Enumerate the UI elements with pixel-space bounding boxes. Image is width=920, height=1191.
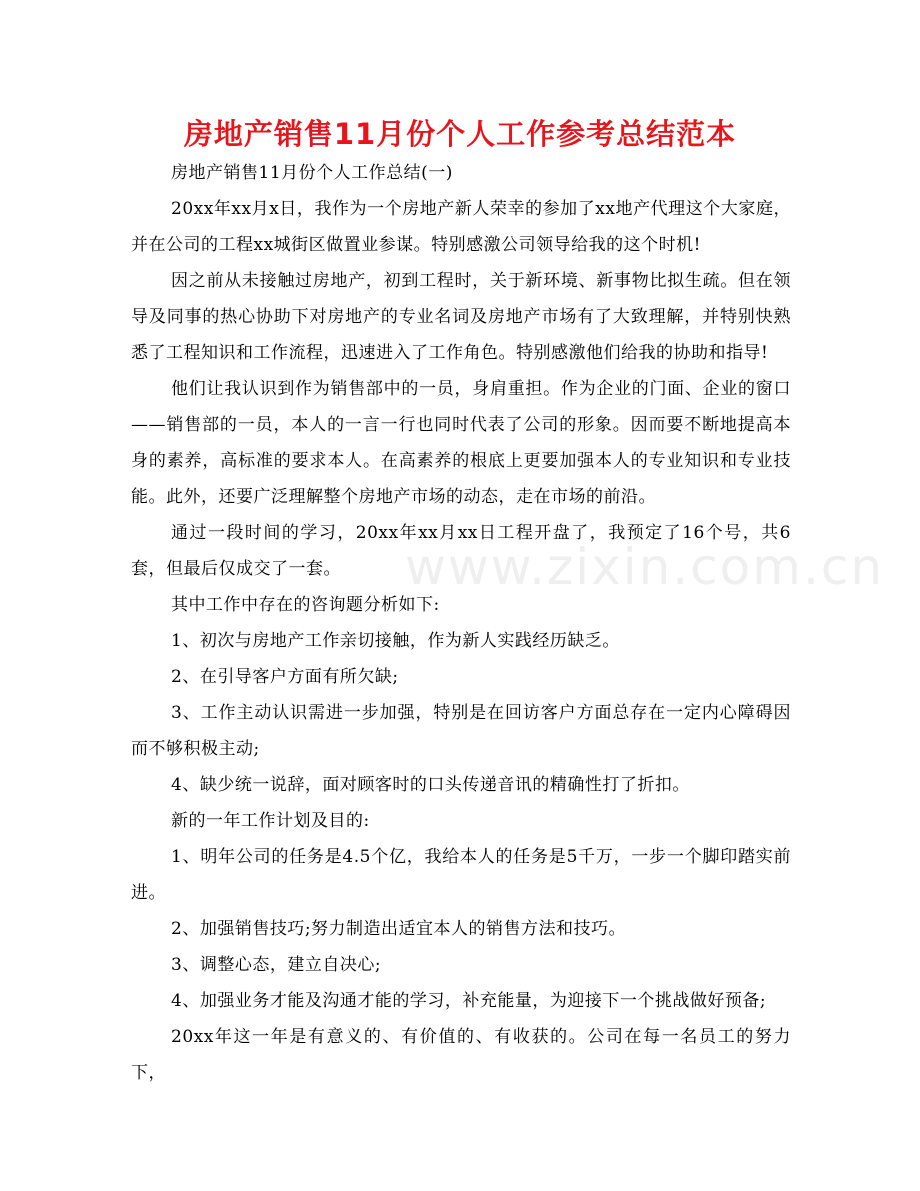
- list-item: 3、调整心态，建立自决心;: [171, 955, 382, 975]
- watermark-text: www.zixin.com.cn: [405, 538, 885, 596]
- paragraph: 新的一年工作计划及目的:: [171, 811, 370, 831]
- paragraph: 通过一段时间的学习，20xx年xx月xx日工程开盘了，我预定了16个号，共6套，但最后仅成交了一套。: [131, 523, 791, 579]
- list-item: 4、缺少统一说辞，面对顾客时的口头传递音讯的精确性打了折扣。: [171, 775, 690, 795]
- document-title: 房地产销售11月份个人工作参考总结范本: [183, 117, 737, 151]
- list-item: 4、加强业务才能及沟通才能的学习，补充能量，为迎接下一个挑战做好预备;: [171, 991, 767, 1011]
- paragraph: 因之前从未接触过房地产，初到工程时，关于新环境、新事物比拟生疏。但在领导及同事的热心协助下对房地产的专业名词及房地产市场有了大致理解，并特别快熟悉了工程知识和工作流程，迅速进入了工作角色。特别感激他们给我的协助和指导!: [131, 271, 791, 363]
- list-item: 3、工作主动认识需进一步加强，特别是在回访客户方面总存在一定内心障碍因而不够积极主动;: [131, 703, 791, 759]
- paragraph: 他们让我认识到作为销售部中的一员，身肩重担。作为企业的门面、企业的窗口——销售部的一员，本人的一言一行也同时代表了公司的形象。因而要不断地提高本身的素养，高标准的要求本人。在高素养的根底上更要加强本人的专业知识和专业技能。此外，还要广泛理解整个房地产市场的动态，走在市场的前沿。: [131, 379, 791, 507]
- paragraph-subtitle: 房地产销售11月份个人工作总结(一): [171, 163, 453, 183]
- paragraph: 20xx年xx月x日，我作为一个房地产新人荣幸的参加了xx地产代理这个大家庭，并在公司的工程xx城街区做置业参谋。特别感激公司领导给我的这个时机!: [131, 199, 791, 255]
- list-item: 2、加强销售技巧;努力制造出适宜本人的销售方法和技巧。: [171, 919, 627, 939]
- list-item: 1、明年公司的任务是4.5个亿，我给本人的任务是5千万，一步一个脚印踏实前进。: [131, 847, 791, 903]
- paragraph: 其中工作中存在的咨询题分析如下:: [171, 595, 440, 615]
- paragraph: 20xx年这一年是有意义的、有价值的、有收获的。公司在每一名员工的努力下，: [131, 1027, 791, 1083]
- list-item: 2、在引导客户方面有所欠缺;: [171, 667, 399, 687]
- list-item: 1、初次与房地产工作亲切接触，作为新人实践经历缺乏。: [171, 631, 620, 651]
- document-body: [131, 155, 791, 1091]
